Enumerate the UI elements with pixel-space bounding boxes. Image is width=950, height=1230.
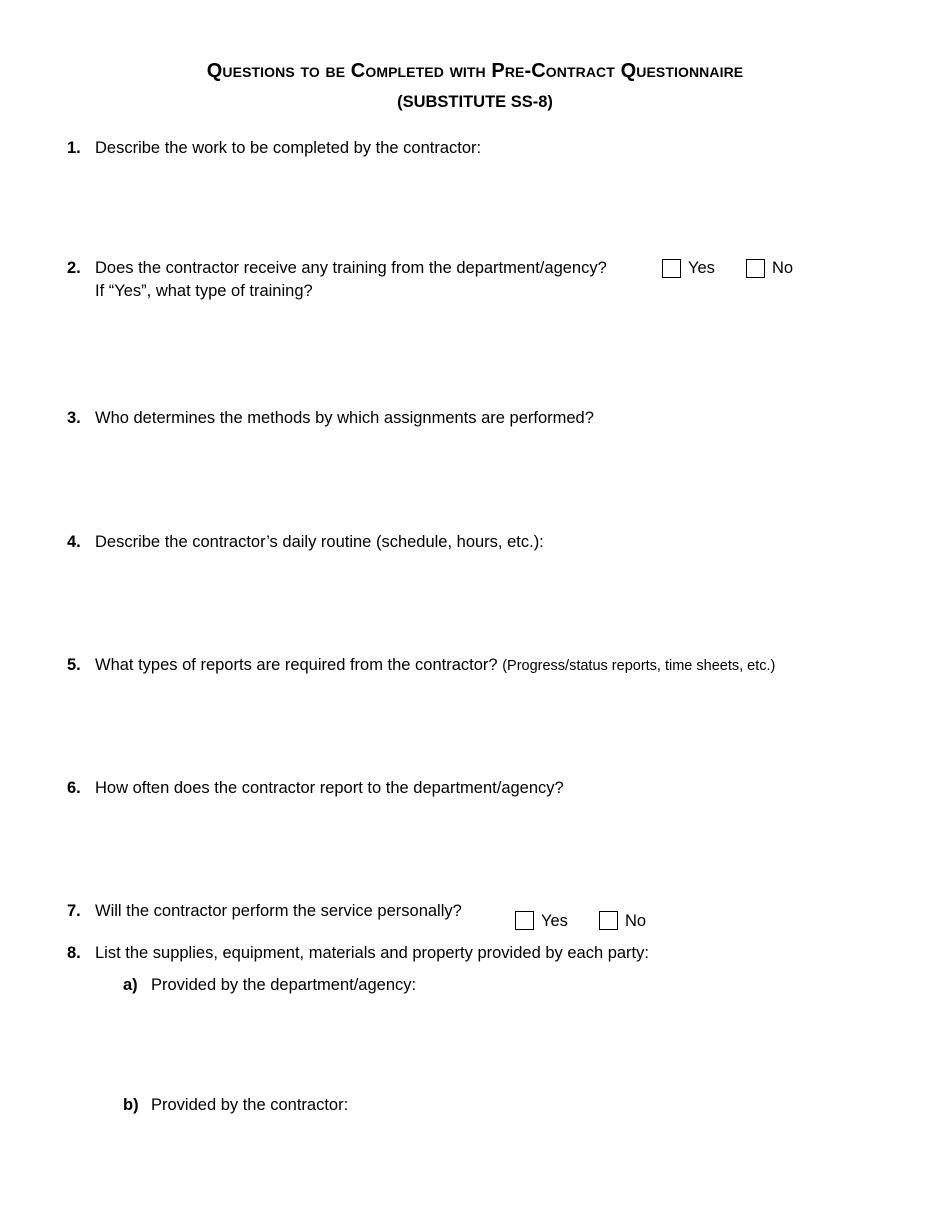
answer-area-8a[interactable] <box>151 1003 891 1088</box>
question-text: What types of reports are required from the contractor? <box>95 656 498 674</box>
answer-area-8b[interactable] <box>151 1123 891 1213</box>
personal-service-yes-checkbox[interactable] <box>515 911 534 930</box>
training-no-label: No <box>772 259 794 277</box>
question-number: 3. <box>67 409 81 427</box>
form-title: Questions to be Completed with Pre-Contract Questionnaire <box>206 60 744 82</box>
question-text: List the supplies, equipment, materials and property provided by each party: <box>95 944 649 962</box>
question-number: 4. <box>67 533 81 551</box>
question-number: 2. <box>67 259 81 277</box>
question-number: 8. <box>67 944 81 962</box>
question-number: 7. <box>67 902 81 920</box>
question-text: Describe the work to be completed by the contractor: <box>95 139 482 157</box>
answer-area-3[interactable] <box>95 436 895 526</box>
question-number: 6. <box>67 779 81 797</box>
personal-service-yes-label: Yes <box>541 912 568 930</box>
answer-area-2[interactable] <box>95 306 895 401</box>
question-text: How often does the contractor report to the department/agency? <box>95 779 564 797</box>
question-text: Will the contractor perform the service personally? <box>95 902 462 920</box>
training-yes-checkbox[interactable] <box>662 259 681 278</box>
answer-area-1[interactable] <box>95 168 895 248</box>
answer-area-6[interactable] <box>95 806 895 896</box>
subitem-label: a) <box>123 976 138 994</box>
question-followup-text: If “Yes”, what type of training? <box>95 282 313 300</box>
question-text: Does the contractor receive any training from the department/agency? <box>95 259 607 277</box>
personal-service-no-label: No <box>625 912 647 930</box>
personal-service-no-checkbox[interactable] <box>599 911 618 930</box>
subitem-label: b) <box>123 1096 139 1114</box>
answer-area-4[interactable] <box>95 560 895 650</box>
question-note: (Progress/status reports, time sheets, etc.) <box>502 658 776 674</box>
subitem-text: Provided by the contractor: <box>151 1096 349 1114</box>
subitem-text: Provided by the department/agency: <box>151 976 417 994</box>
question-text: Describe the contractor’s daily routine (schedule, hours, etc.): <box>95 533 544 551</box>
training-yes-label: Yes <box>688 259 715 277</box>
question-number: 1. <box>67 139 81 157</box>
answer-area-5[interactable] <box>95 683 895 773</box>
training-no-checkbox[interactable] <box>746 259 765 278</box>
question-text: Who determines the methods by which assignments are performed? <box>95 409 594 427</box>
question-number: 5. <box>67 656 81 674</box>
form-subtitle: (SUBSTITUTE SS-8) <box>397 93 553 111</box>
